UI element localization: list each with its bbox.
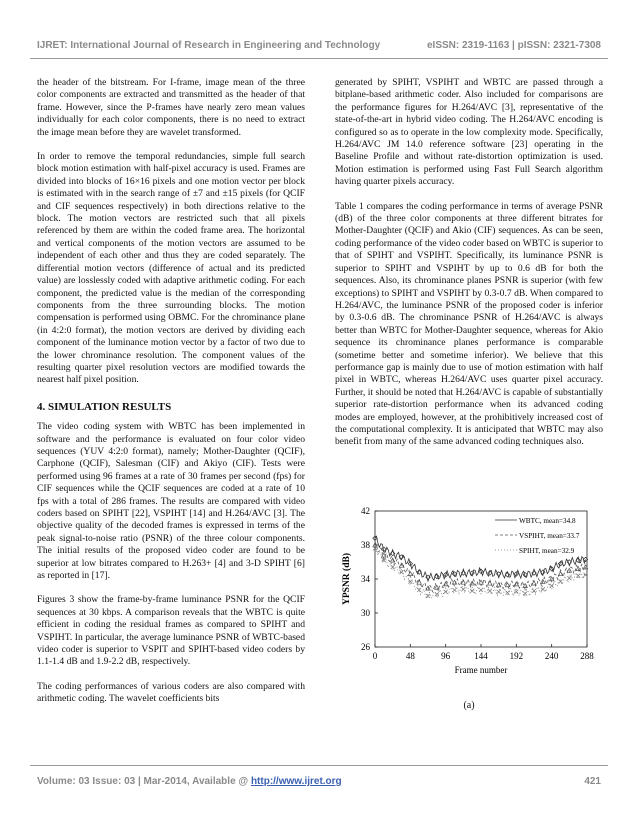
y-tick-label: 30 <box>361 608 370 618</box>
left-paragraph-5: The coding performances of various coders are also compared with arithmetic coding. The wavelet coefficients bits <box>37 680 305 705</box>
page-footer <box>37 776 601 787</box>
x-tick-label: 0 <box>372 651 378 661</box>
data-point <box>532 589 536 593</box>
figure-3a <box>335 495 603 725</box>
data-point <box>470 589 474 593</box>
x-tick-label: 240 <box>544 651 559 661</box>
left-paragraph-3: The video coding system with WBTC has been implemented in software and the performance is evaluated on four color video sequences (YUV 4:2:0 format), namely; Mother-Daughter (QCIF), Carphone (QCIF), Salesman (CIF) and Akiyo (CIF). Tests were performed using 96 frames at a rate of 30 frames per second (fps) for CIF sequences while the QCIF sequences are coded at a rate of 10 fps with a total of 286 frames. The results are compared with video coders based on SPIHT [22], VSPIHT [14] and H.264/AVC [3]. The objective quality of the decoded frames is expressed in terms of the peak signal-to-noise ratio (PSNR) of the three colour components. The initial results of the proposed video coder are found to be superior at low bitrates compared to H.263+ [4] and 3-D SPIHT [6] as reported in [17]. <box>37 421 305 582</box>
footer-volume-text: Volume: 03 Issue: 03 | Mar-2014, Available @ <box>37 776 251 787</box>
data-point <box>550 584 554 588</box>
y-tick-label: 38 <box>361 540 370 550</box>
x-axis-label: Frame number <box>454 665 508 675</box>
data-point <box>506 591 510 595</box>
journal-link[interactable]: http://www.ijret.org <box>250 776 342 787</box>
x-tick-label: 192 <box>509 651 524 661</box>
data-point <box>479 588 483 592</box>
left-paragraph-4: Figures 3 show the frame-by-frame luminance PSNR for the QCIF sequences at 30 kbps. A comparison reveals that the WBTC is quite efficient in coding the residual frames as compared to SPIHT and VSPIHT. In particular, the average luminance PSNR of WBTC-based video coder is superior to VSPIT and SPIHT-based video coders by 1.1-1.4 dB and 1.9-2.2 dB, respectively. <box>37 594 305 668</box>
data-point <box>461 580 465 584</box>
data-point <box>576 574 580 578</box>
y-tick-label: 34 <box>361 574 370 584</box>
left-paragraph-1: the header of the bitstream. For I-frame, image mean of the three color components are extracted and transmitted as the header of that frame. However, since the P-frames have nearly zero mean values individually for each color components, there is no need to extract the image mean before they are wavelet transformed. <box>37 77 305 138</box>
psnr-chart <box>335 495 603 695</box>
data-point <box>391 565 395 569</box>
legend-label: VSPIHT, mean=33.7 <box>519 532 580 540</box>
data-point <box>496 583 500 587</box>
data-point <box>390 558 394 562</box>
data-point <box>453 588 457 592</box>
header-divider <box>30 58 608 59</box>
legend-label: SPIHT, mean=32.9 <box>519 547 575 555</box>
x-tick-label: 48 <box>405 651 415 661</box>
right-paragraph-2: Table 1 compares the coding performance in terms of average PSNR (dB) of the three color components at three different bitrates for Mother-Daughter (QCIF) and Akio (CIF) sequences. As can be seen, coding performance of the video coder based on WBTC is superior to that of SPIHT and VSPIHT. Specifically, its luminance PSNR is superior to SPIHT and VSPIHT by up to 0.6 dB for both the sequences. Also, its chrominance planes PSNR is superior (with few exceptions) to SPIHT and VSPIHT by 0.3-0.7 dB. When compared to H.264/AVC, the luminance PSNR of the proposed coder is inferior by 0.3-0.6 dB. The chrominance PSNR of H.264/AVC is always better than WBTC for Mother-Daughter sequence, whereas for Akio sequence its chrominance planes performance is comparable (sometime better and sometime inferior). We believe that this performance gap is mainly due to use of motion estimation with half pixel in WBTC, whereas H.264/AVC uses quarter pixel accuracy. Further, it should be noted that H.264/AVC is capable of substantially superior rate-distortion performance when its advanced coding modes are employed, however, at the prohibitively increased cost of the computational complexity. It is anticipated that WBTC may also benefit from many of the same advanced coding techniques also. <box>335 200 603 448</box>
y-tick-label: 42 <box>361 506 370 516</box>
page-number: 421 <box>584 776 601 787</box>
data-point <box>576 567 580 571</box>
data-point <box>567 576 571 580</box>
footer-divider <box>30 765 608 766</box>
journal-issn: eISSN: 2319-1163 | pISSN: 2321-7308 <box>426 40 601 51</box>
data-point <box>497 590 501 594</box>
data-point <box>523 591 527 595</box>
y-axis-label: YPSNR (dB) <box>342 553 352 605</box>
series-line-1 <box>375 536 586 581</box>
data-point <box>532 581 536 585</box>
data-point <box>408 572 412 576</box>
section-heading: 4. SIMULATION RESULTS <box>37 400 172 413</box>
y-tick-label: 26 <box>361 642 370 652</box>
x-tick-label: 144 <box>474 651 488 661</box>
x-tick-label: 288 <box>580 651 594 661</box>
legend-label: WBTC, mean=34.8 <box>519 517 576 525</box>
left-column <box>37 77 305 718</box>
journal-title: IJRET: International Journal of Research in Engineering and Technology <box>37 40 381 51</box>
data-point <box>488 589 492 593</box>
data-point <box>541 587 545 591</box>
right-column <box>335 77 603 461</box>
page-header <box>37 40 601 51</box>
right-paragraph-1: generated by SPIHT, VSPIHT and WBTC are passed through a bitplane-based arithmetic coder. Also included for comparisons are the performance figures for H.264/AVC [3], representative of the state-of-the-art in hybrid video coding. The H.264/AVC encoding is configured so as to operate in the low complexity mode. Specifically, H.264/AVC JM 14.0 reference software [23] operating in the Baseline Profile and without rate-distortion optimization is used. Motion estimation is performed using Fast Full Search algorithm having quarter pixels accuracy. <box>335 77 603 188</box>
data-point <box>505 583 509 587</box>
left-paragraph-2: In order to remove the temporal redundancies, simple full search block motion estimation with half-pixel accuracy is used. Frames are divided into blocks of 16×16 pixels and one motion vector per block is estimated with in the search range of ±7 and ±15 pixels (for QCIF and CIF sequences respectively) in both directions relative to the block. The motion vectors are restricted such that all pixels referenced by them are within the coded frame area. The horizontal and vertical components of the motion vectors are assumed to be independent of each other and thus they are coded separately. The differential motion vectors (difference of actual and its predicted value) are losslessly coded with adaptive arithmetic coding. For each component, the predicted value is the median of the corresponding components from the three surrounding blocks. The motion compensation is performed using OBMC. For the chrominance plane (in 4:2:0 format), the motion vectors are derived by dividing each component of the luminance motion vector by a factor of two due to the lower chrominance resolution. The component values of the resulting quarter pixel resolution vectors are modified towards the nearest half pixel position. <box>37 151 305 386</box>
data-point <box>461 587 465 591</box>
footer-volume <box>37 776 342 787</box>
x-tick-label: 96 <box>441 651 451 661</box>
figure-caption: (a) <box>463 700 475 711</box>
